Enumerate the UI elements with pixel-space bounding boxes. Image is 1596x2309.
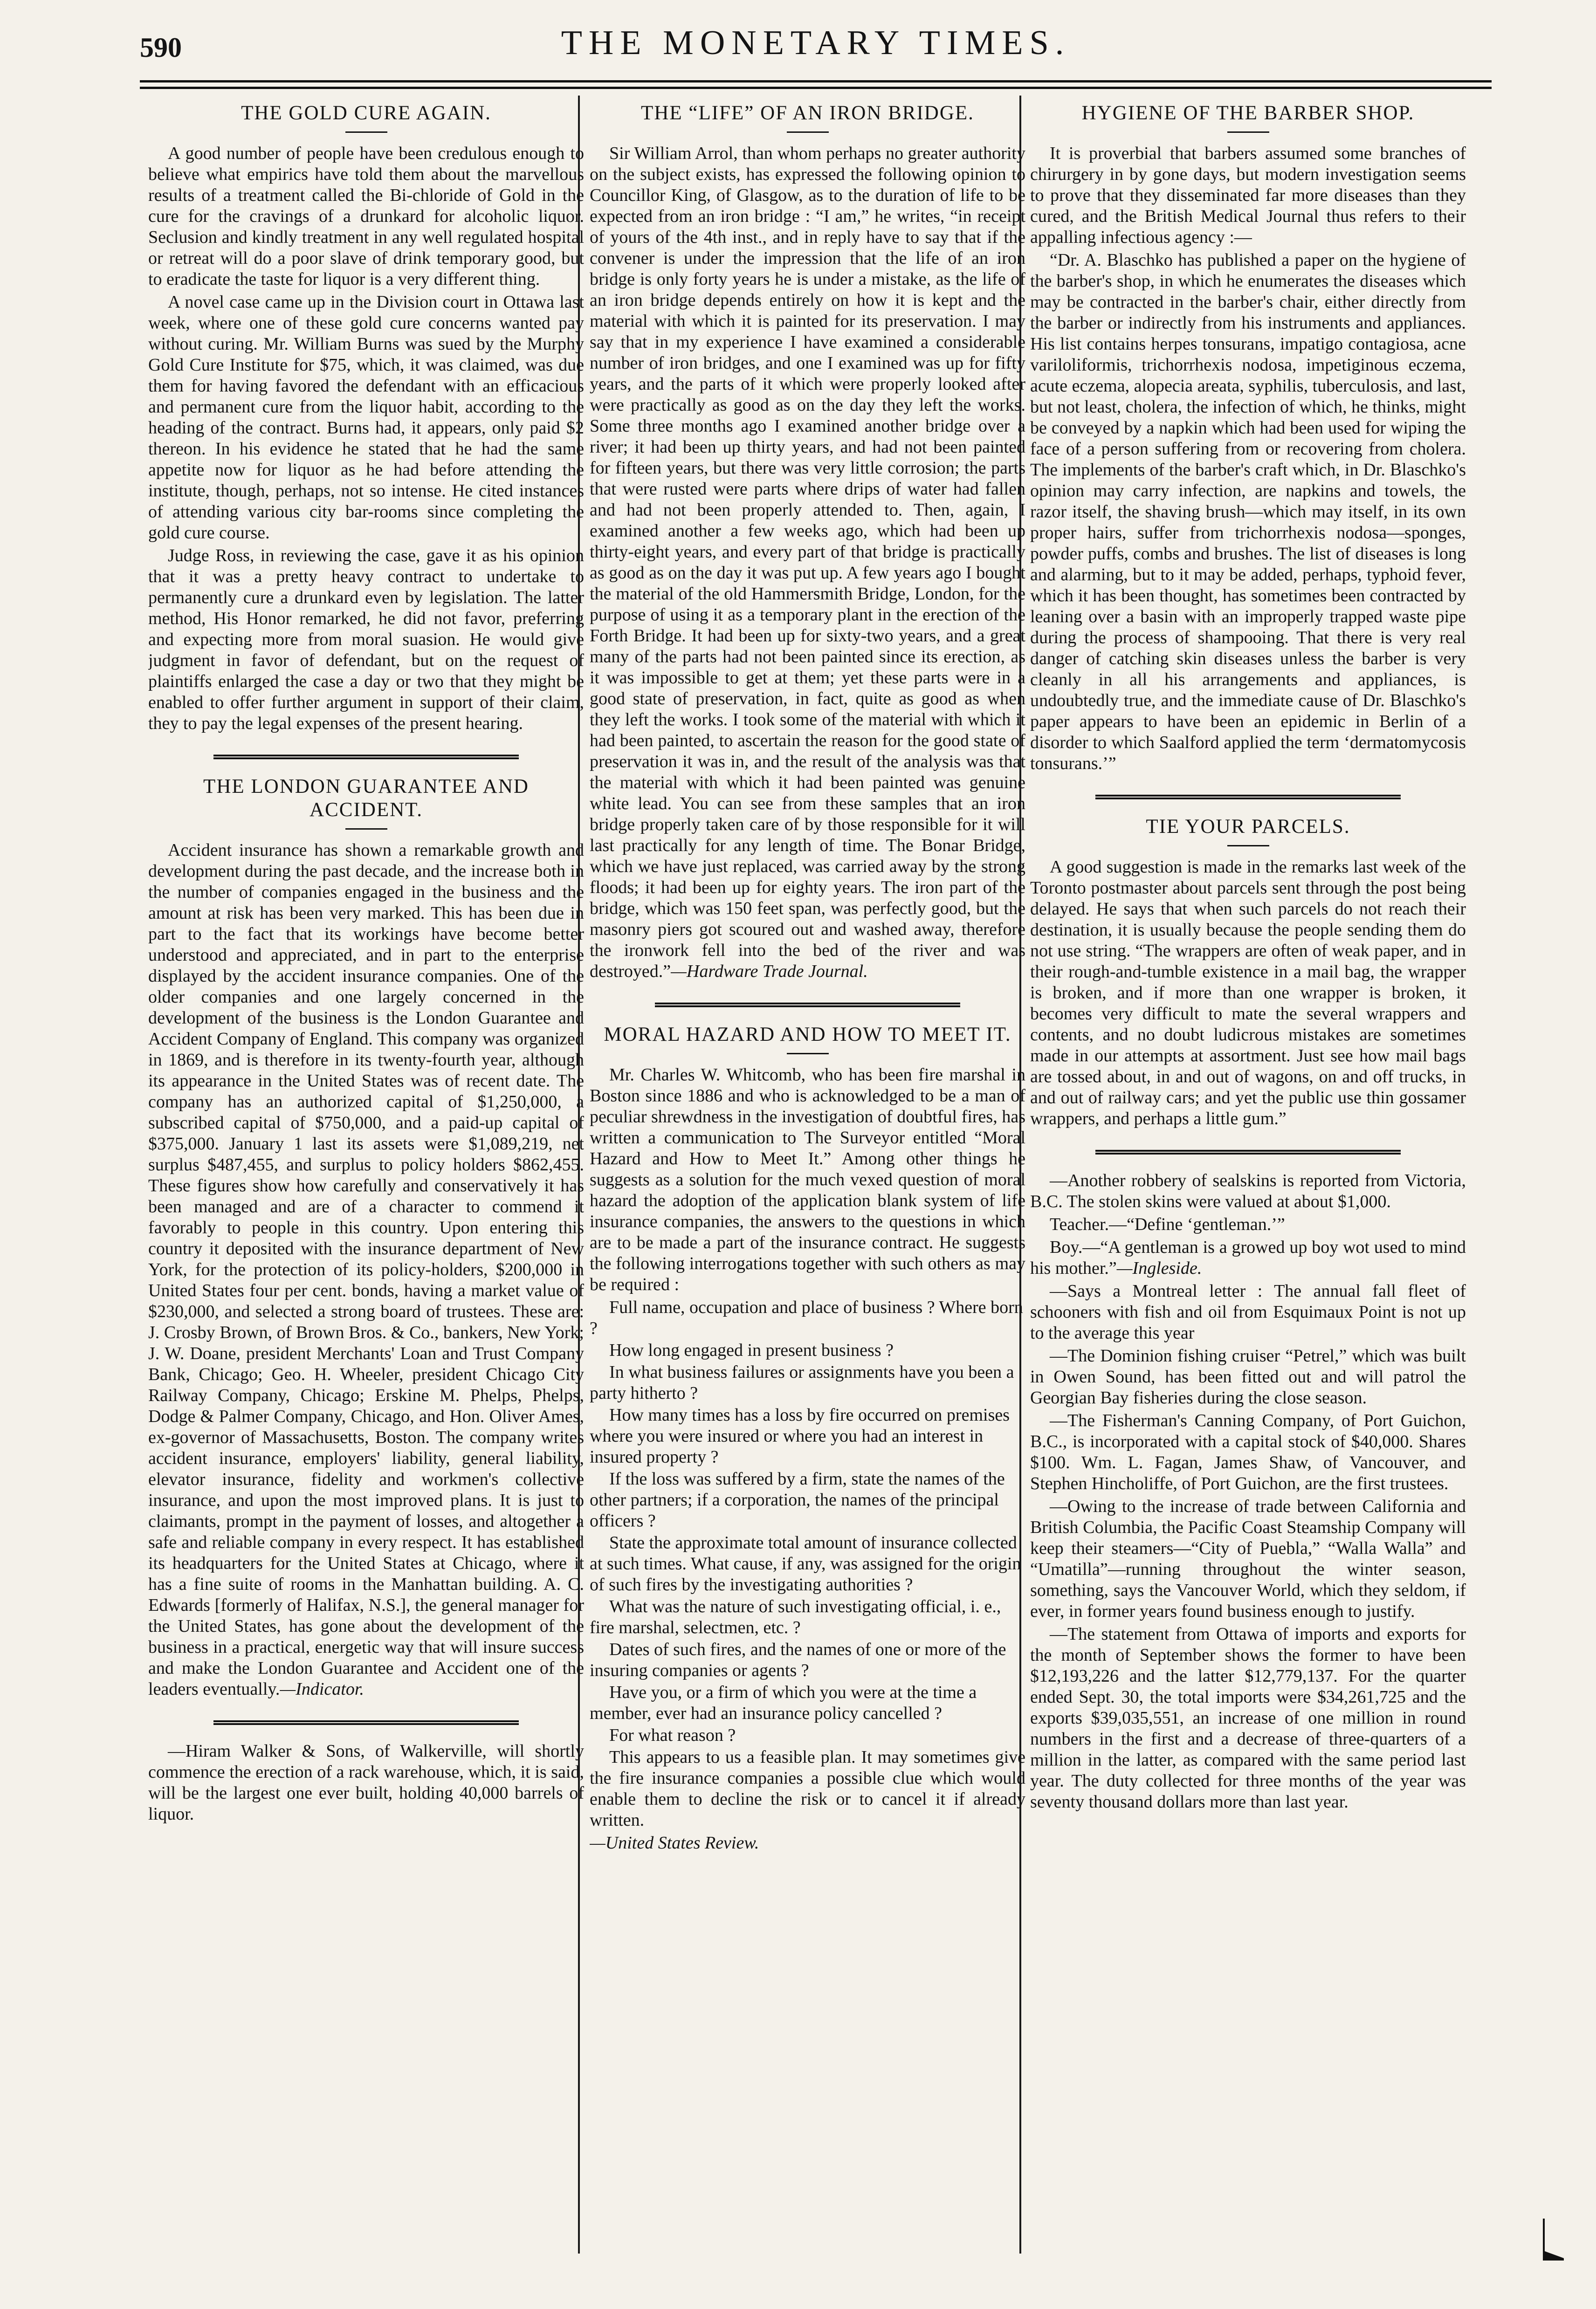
article-title: THE “LIFE” OF AN IRON BRIDGE.: [641, 102, 974, 124]
article-separator: [655, 1003, 960, 1007]
title-rule: [1227, 845, 1269, 846]
article-title: THE GOLD CURE AGAIN.: [241, 102, 491, 124]
paragraph: [590, 143, 1025, 982]
page-corner-mark-icon: [1538, 2219, 1566, 2261]
masthead-rule: [140, 87, 1492, 89]
question-item: For what reason ?: [609, 1725, 736, 1745]
news-item: —Says a Montreal letter : The annual fall fleet of schooners with fish and oil from Esquimaux Point is not up to the average this year: [1030, 1281, 1466, 1343]
news-item: [1030, 1237, 1466, 1279]
column-2: [590, 102, 1025, 2255]
paragraph: “Dr. A. Blaschko has published a paper on the hygiene of the barber's shop, in which he enumerates the diseases which may be contracted in the barber's chair, either directly from the barber or indirectly from his instruments and appliances. His list contains herpes tonsurans, impatigo contagiosa, acne variloliformis, trichorrhexis nodosa, impetiginous eczema, acute eczema, alopecia areata, syphilis, tuberculosis, and last, but not least, cholera, the infection of which, he thinks, might be conveyed by a napkin which had been used for wiping the face of a person suffering from or recovering from cholera. The implements of the barber's craft which, in Dr. Blaschko's opinion may carry infection, are napkins and towels, the razor itself, the shaving brush—which may itself, in its own proper hairs, suffer from trichorrhexis nodosa—sponges, powder puffs, combs and brushes. The list of diseases is long and alarming, but to it may be added, perhaps, typhoid fever, which it has been thought, has sometimes been contracted by leaning over a basin with an improperly trapped waste pipe during the process of shampooing. That there is very real danger of catching skin diseases unless the barber is very cleanly in all his arrangements and appliances, is undoubtedly true, and the immediate cause of Dr. Blaschko's paper appears to have been an epidemic in Berlin of a disorder to which Saalford applied the term ‘dermatomycosis tonsurans.’”: [1030, 250, 1466, 773]
article-barber-shop: [1030, 102, 1466, 774]
question-item: Have you, or a firm of which you were at the time a member, ever had an insurance policy cancelled ?: [590, 1683, 977, 1723]
masthead-rule: [140, 80, 1492, 82]
journal-title: THE MONETARY TIMES.: [561, 24, 1071, 62]
paragraph: It is proverbial that barbers assumed some branches of chirurgery in by gone days, but modern investigation seems to prove that they disseminated far more diseases than they cured, and the British Medical Journal thus refers to their appalling infectious agency :—: [1030, 144, 1466, 247]
question-item: How long engaged in present business ?: [609, 1340, 894, 1360]
column-1: [148, 102, 584, 2255]
article-title: HYGIENE OF THE BARBER SHOP.: [1081, 102, 1415, 124]
title-rule: [787, 131, 829, 133]
paragraph: [148, 840, 584, 1700]
paragraph: A good number of people have been credulous enough to believe what empirics have told them about the marvellous results of a treatment called the Bi-chloride of Gold in the cure for the cravings of a drunkard for alcoholic liquor. Seclusion and kindly treatment in any well regulated hospital or retreat will do a poor slave of drink temporary good, but to eradicate the taste for liquor is a very different thing.: [148, 144, 584, 289]
question-item: State the approximate total amount of insurance collected at such times. What cause, if any, was assigned for the origin of such fires by the investigating authorities ?: [590, 1533, 1021, 1594]
article-gold-cure: [148, 102, 584, 734]
paragraph-text: Sir William Arrol, than whom perhaps no greater authority on the subject exists, has expressed the following opinion to Councillor King, of Glasgow, as to the duration of life to be expected from an iron bridge : “I am,” he writes, “in receipt of yours of the 4th inst., and in reply have to say that if the convener is under the impression that the life of an iron bridge is only forty years he is under a mistake, as the life of an iron bridge depends entirely on how it is kept and the material with which it is painted for its preservation. I may say that in my experience I have examined a considerable number of iron bridges, and one I examined was up for fifty years, and the parts of it which were properly looked after were practically as good as on the day they left the works. Some three months ago I examined another bridge over a river; it had been up thirty years, and had not been painted for fifteen years, but there was very little corrosion; the parts that were rusted were parts where drips of water had fallen and had not been properly attended to. Then, again, I examined another a few weeks ago, which had been up thirty-eight years, and every part of that bridge is practically as good as on the day it was put up. A few years ago I bought the material of the old Hammersmith Bridge, London, for the purpose of using it as a temporary plant in the erection of the Forth Bridge. It had been up for sixty-two years, and a great many of the parts had not been painted since its erection, as it was impossible to get at them; yet these parts were in a good state of preservation, in fact, quite as good as when they left the works. I took some of the material with which it had been painted, to ascertain the reason for the good state of preservation it was in, and the result of the analysis was that the material with which it had been painted was genuine white lead. You can see from these samples that an iron bridge properly taken care of by those responsible for it will last practically for any length of time. The Bonar Bridge, which we have just replaced, was carried away by the strong floods; it had been up for eighty years. The iron part of the bridge, which was 150 feet span, was perfectly good, but the masonry piers got scoured out and washed away, therefore the ironwork fell into the bed of the river and was destroyed.”: [590, 144, 1025, 981]
paragraph: A novel case came up in the Division court in Ottawa last week, where one of these gold cure concerns wanted pay without curing. Mr. William Burns was sued by the Murphy Gold Cure Institute for $75, which, it was claimed, was due them for having favored the defendant with an efficacious and permanent cure from the liquor habit, according to the heading of the contract. Burns had, it appears, only paid $2 thereon. In his evidence he stated that he had the same appetite now for liquor as he had before attending the institute, though, perhaps, not so intense. He cited instances of attending various city bar-rooms since completing the gold cure course.: [148, 292, 584, 543]
question-item: If the loss was suffered by a firm, state the names of the other partners; if a corporation, the names of the principal officers ?: [590, 1469, 1005, 1531]
article-tie-parcels: [1030, 815, 1466, 1129]
question-item: Full name, occupation and place of business ? Where born ?: [590, 1298, 1023, 1338]
question-item: What was the nature of such investigating official, i. e., fire marshal, selectmen, etc. ?: [590, 1597, 1001, 1637]
article-moral-hazard: [590, 1023, 1025, 1854]
article-separator: [213, 1720, 519, 1725]
article-title: THE LONDON GUARANTEE AND ACCIDENT.: [203, 776, 529, 821]
source-credit: —United States Review.: [590, 1833, 759, 1853]
paragraph-text: Boy.—“A gentleman is a growed up boy wot used to mind his mother.”: [1030, 1237, 1466, 1278]
masthead: [140, 23, 1492, 75]
title-rule: [345, 131, 387, 133]
question-item: Dates of such fires, and the names of one or more of the insuring companies or agents ?: [590, 1640, 1006, 1680]
news-item: —Owing to the increase of trade between California and British Columbia, the Pacific Coast Steamship Company will keep their steamers—“City of Puebla,” “Walla Walla” and “Umatilla”—running throughout the winter season, something, says the Vancouver World, which they seldom, if ever, in former years found business enough to justify.: [1030, 1497, 1466, 1621]
article-title: MORAL HAZARD AND HOW TO MEET IT.: [604, 1024, 1011, 1045]
source-credit: —Indicator.: [280, 1679, 364, 1699]
paragraph: Mr. Charles W. Whitcomb, who has been fire marshal in Boston since 1886 and who is acknowledged to be a man of peculiar shrewdness in the investigation of doubtful fires, has written a communication to The Surveyor entitled “Moral Hazard and How to Meet It.” Among other things he suggests as a solution for the much vexed question of moral hazard the adoption of the application blank system of life insurance companies, the answers to the questions in which are to be made a part of the insurance contract. He suggests the following interrogations together with such others as may be required :: [590, 1065, 1025, 1294]
article-separator: [213, 755, 519, 759]
page-number: 590: [140, 32, 182, 63]
article-iron-bridge: [590, 102, 1025, 982]
question-item: How many times has a loss by fire occurred on premises where you were insured or where you had an interest in insured property ?: [590, 1405, 1010, 1467]
news-item: —The Dominion fishing cruiser “Petrel,” which was built in Owen Sound, has been fitted out and will patrol the Georgian Bay fisheries during the close season.: [1030, 1346, 1466, 1408]
title-rule: [1227, 131, 1269, 133]
news-item: —The Fisherman's Canning Company, of Port Guichon, B.C., is incorporated with a capital stock of $40,000. Shares $100. Wm. L. Fagan, James Shaw, of Vancouver, and Stephen Hincholiffe, of Port Guichon, are the first trustees.: [1030, 1411, 1466, 1493]
article-london-guarantee: [148, 775, 584, 1700]
title-rule: [345, 828, 387, 830]
paragraph-text: Accident insurance has shown a remarkable growth and development during the past decade, and the increase both in the number of companies engaged in the business and the amount at risk has been very marked. This has been due in part to the fact that its workings have become better understood and appreciated, and in part to the enterprise displayed by the accident insurance companies. One of the older companies and one largely concerned in the development of the business is the London Guarantee and Accident Company of England. This company was organized in 1869, and is therefore in its twenty-fourth year, although its appearance in the United States was of recent date. The company has an authorized capital of $1,250,000, a subscribed capital of $750,000, and a paid-up capital of $375,000. January 1 last its assets were $1,089,219, net surplus $487,455, and surplus to policy holders $862,455. These figures show how carefully and conservatively it has been managed and are of a character to commend it favorably to people in this country. Upon entering this country it deposited with the insurance department of New York, for the protection of its policy-holders, $200,000 in United States four per cent. bonds, having a market value of $230,000, and selected a strong board of trustees. These are: J. Crosby Brown, of Brown Bros. & Co., bankers, New York; J. W. Doane, president Merchants' Loan and Trust Company Bank, Chicago; Geo. H. Wheeler, president Chicago City Railway Company, Chicago; Erskine M. Phelps, Phelps, Dodge & Palmer Company, Chicago, and Hon. Oliver Ames, ex-governor of Massachusetts, Boston. The company writes accident insurance, employers' liability, general liability, elevator insurance, fidelity and workmen's collective insurance, and upon the most improved plans. It is just to claimants, prompt in the payment of losses, and altogether a safe and reliable company in every respect. It has established its headquarters for the United States at Chicago, where it has a fine suite of rooms in the Manhattan building. A. C. Edwards [formerly of Halifax, N.S.], the general manager for the United States, has gone about the development of the business in a practical, energetic way that will insure success and make the London Guarantee and Accident one of the leaders eventually.: [148, 840, 584, 1699]
source-credit: —Ingleside.: [1116, 1258, 1202, 1278]
news-item: Teacher.—“Define ‘gentleman.’”: [1050, 1215, 1285, 1234]
source-credit: —Hardware Trade Journal.: [671, 962, 868, 981]
article-title: TIE YOUR PARCELS.: [1146, 816, 1350, 838]
article-separator: [1095, 795, 1401, 799]
paragraph: A good suggestion is made in the remarks last week of the Toronto postmaster about parcels sent through the post being delayed. He says that when such parcels do not reach their destination, it is usually because the people sending them do not use string. “The wrappers are often of weak paper, and in their rough-and-tumble existence in a mail bag, the wrapper is broken, and if more than one wrapper is broken, it becomes very difficult to mate the several wrappers and contents, and no doubt ludicrous mistakes are sometimes made in our attempts at assortment. Just see how mail bags are tossed about, in and out of wagons, on and off trucks, in and out of railway cars; and yet the public use thin gossamer wrappers, and perhaps a little gum.”: [1030, 857, 1466, 1128]
news-item: —Another robbery of sealskins is reported from Victoria, B.C. The stolen skins were valued at about $1,000.: [1030, 1171, 1466, 1211]
news-item: —The statement from Ottawa of imports and exports for the month of September shows the former to have been $12,193,226 and the latter $12,779,137. For the quarter ended Sept. 30, the total imports were $34,261,725 and the exports $39,035,551, an increase of one million in round numbers in the first and a decrease of three-quarters of a million in the latter, as compared with the same period last year. The duty collected for three months of the year was seventy thousand dollars more than last year.: [1030, 1624, 1466, 1812]
question-item: In what business failures or assignments have you been a party hitherto ?: [590, 1362, 1014, 1403]
paragraph: Judge Ross, in reviewing the case, gave it as his opinion that it was a pretty heavy contract to undertake to permanently cure a drunkard even by legislation. The latter method, His Honor remarked, he did not favor, preferring and expecting more from moral suasion. He would give judgment in favor of defendant, but on the request of plaintiffs enlarged the case a day or two that they might be enabled to offer further argument in support of their claim, they to pay the legal expenses of the present hearing.: [148, 546, 584, 733]
article-separator: [1095, 1150, 1401, 1154]
title-rule: [787, 1053, 829, 1054]
paragraph: This appears to us a feasible plan. It may sometimes give the fire insurance companies a possible clue which would enable them to decline the risk or to cancel it if already written.: [590, 1747, 1025, 1830]
column-3: [1030, 102, 1466, 2255]
news-item: —Hiram Walker & Sons, of Walkerville, will shortly commence the erection of a rack warehouse, which, it is said, will be the largest one ever built, holding 40,000 barrels of liquor.: [148, 1741, 584, 1824]
